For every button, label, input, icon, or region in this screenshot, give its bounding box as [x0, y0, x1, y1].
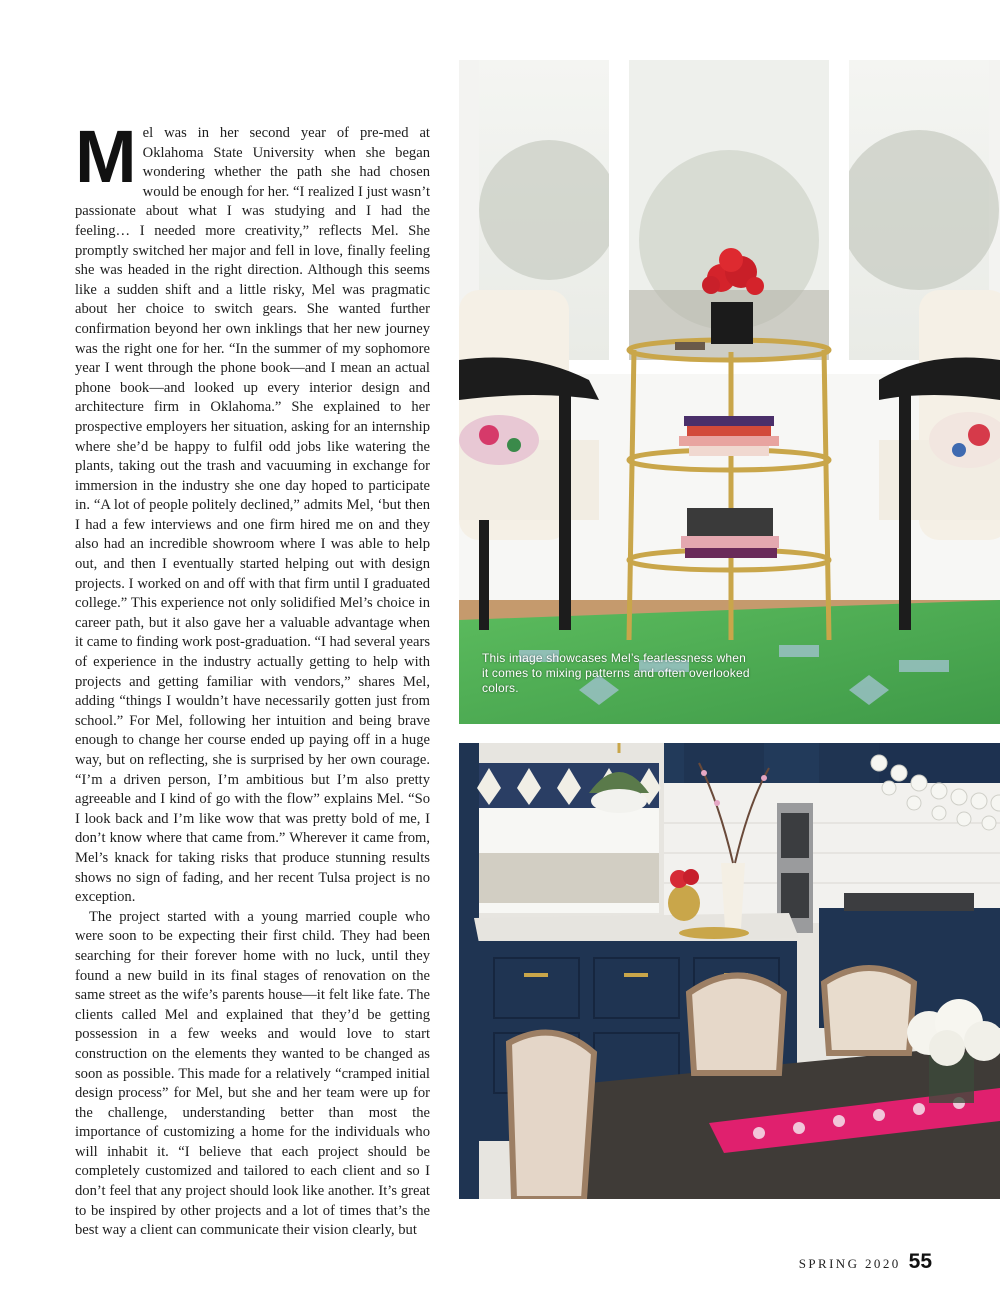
kitchen-illustration [459, 743, 1000, 1199]
page-footer [799, 1250, 932, 1274]
page-number: 55 [908, 1250, 932, 1273]
article-body [75, 115, 430, 1241]
article-paragraph-1 [75, 115, 430, 908]
article-paragraph-2: The project started with a young married couple who were soon to be expecting their first child. They had been searching for their forever home with no luck, until they found a new build in its final stages of renovation on the same street as the wife’s parents house—it felt like fate. The clients called Mel and explained that they’d be getting possession in a few weeks and would love to start construction on the elements they wanted to be changed as soon as possible. This made for a relatively “cramped initial design process” for Mel, but she and her team were up for the challenge, understanding better than most the importance of customizing a home for the individuals who will inhabit it. “I believe that each project should be completely customized and tailored to each client and so I don’t feel that any project should look like another. It’s great to be inspired by other projects and a lot of times that’s the best way a client can communicate their vision clearly, but [75, 908, 430, 1239]
photo-caption: This image showcases Mel’s fearlessness when it comes to mixing patterns and often overlooked colors. [482, 651, 750, 695]
living-room-photo [459, 60, 1000, 724]
issue-season: SPRING 2020 [798, 1256, 901, 1271]
paragraph-text: el was in her second year of pre-med at Oklahoma State University when she began wondering whether the path she had chosen would be enough for her. “I realized I just wasn’t passionate about what I was studying and I had the feeling… I needed more creativity,” reflects Mel. She promptly switched her major and fell in love, finally feeling she was headed in the right direction. Although this seems like a sudden shift and a little risky, Mel was pragmatic about her choice to switch gears. She wanted further confirmation beyond her own inklings that her new journey was the right one for her. “In the summer of my sophomore year I went through the phone book—and I mean an actual phone book—and looked up every interior design and architecture firm in Oklahoma.” She explained to her prospective employers her situation, asking for an internship where she’d be happy to fulfil odd jobs like watering the plants, taking out the trash and vacuuming in exchange for immersion in the industry she one day hoped to participate in. “A lot of people politely declined,” admits Mel, ‘but then I had a few interviews and one firm hired me on and they also had an incredible showroom where I was able to help out, and then I eventually started helping out with design projects. I worked on and off with that firm until I graduated college.” This experience not only solidified Mel’s choice in career path, but it also gave her a valuable advantage when it came to finding work post-graduation. “I had several years of experience in the industry actually getting to help with projects and getting familiar with vendors,” shares Mel, adding “things I wouldn’t have necessarily gotten just from school.” For Mel, following her intuition and being brave enough to change her course ended up paying off in a huge way, but on reflecting, she is surprised by her own courage. “I’m a driven person, I’m ambitious but I’m also pretty agreeable and I kind of go with the flow” explains Mel. “So I look back and I’m like wow that was pretty bold of me, I don’t know where that came from.” Wherever it came from, Mel’s knack for taking risks that produce stunning results shows no sign of fading, and her recent Tulsa project is no exception. [75, 125, 430, 906]
living-room-illustration [459, 60, 1000, 724]
kitchen-photo [459, 743, 1000, 1199]
drop-cap: M [75, 115, 137, 198]
